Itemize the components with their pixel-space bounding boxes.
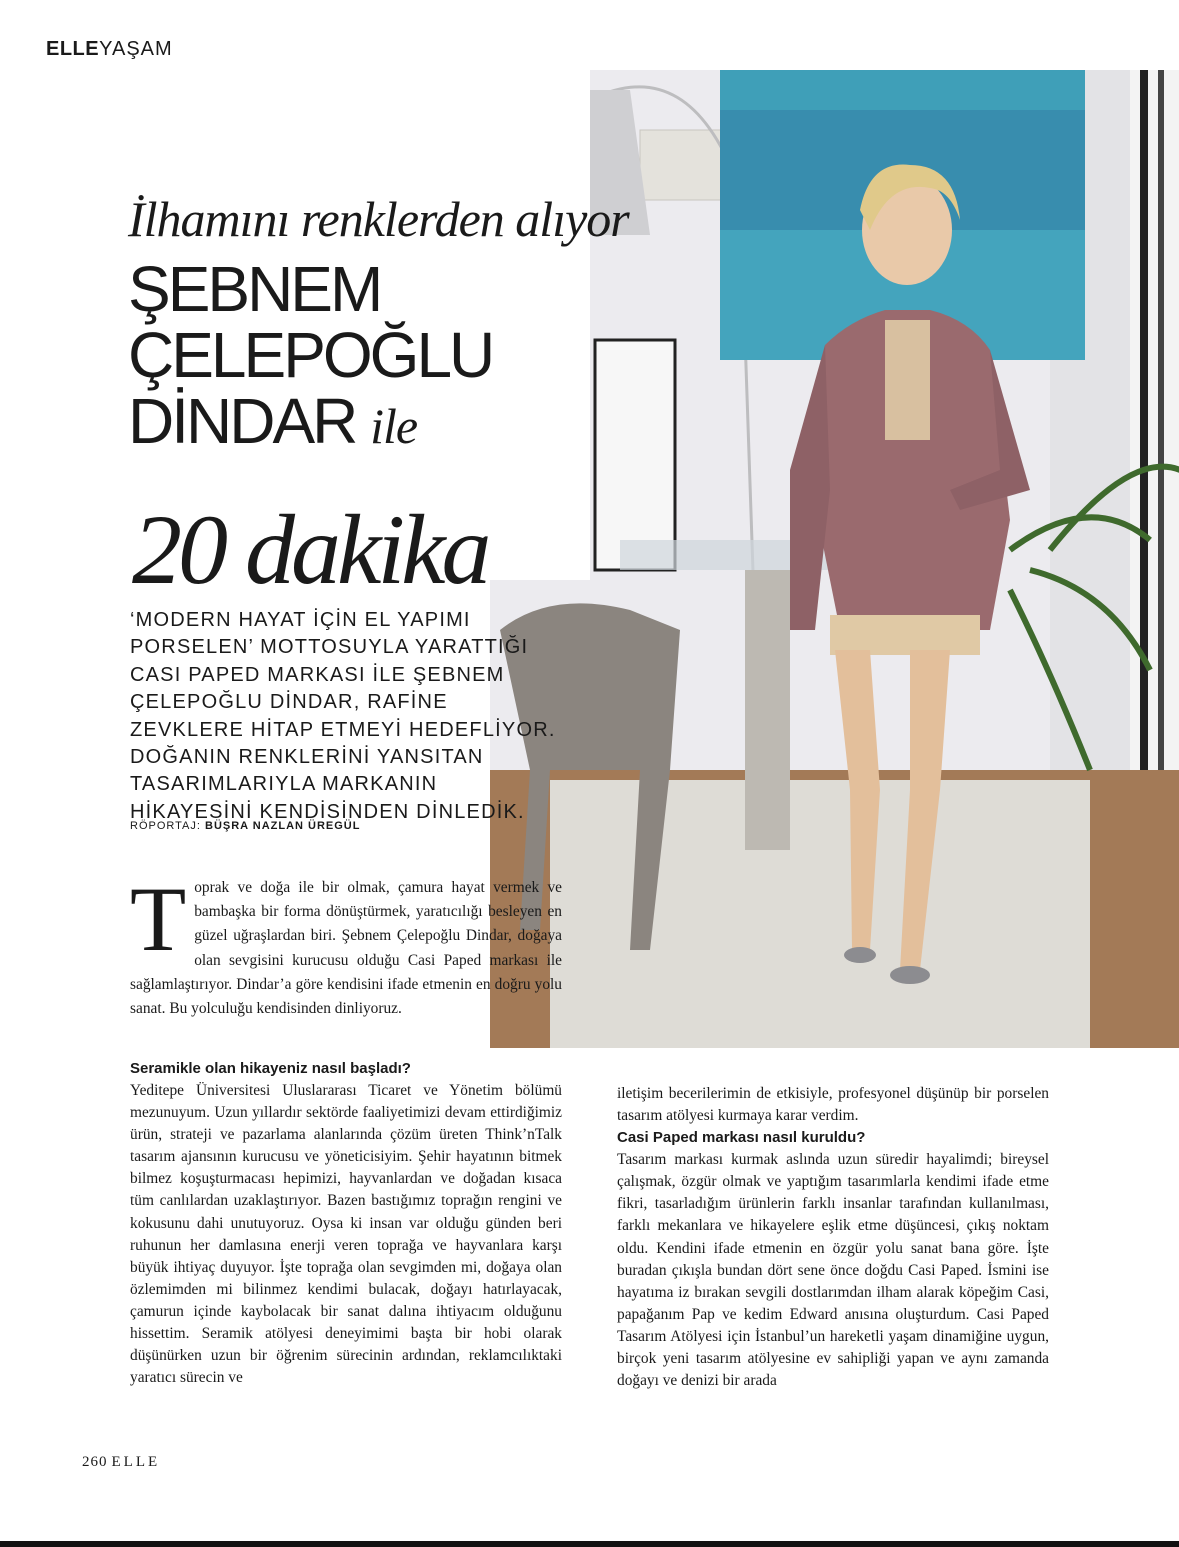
name-line-2: ÇELEPOĞLU — [128, 319, 493, 391]
shorts — [830, 615, 980, 655]
top — [885, 320, 930, 440]
table-leg — [745, 570, 790, 850]
lead-paragraph: ‘MODERN HAYAT İÇİN EL YAPIMI PORSELEN’ MOTTOSUYLA YARATTIĞI CASI PAPED MARKASI İLE ŞEBNEM ÇELEPOĞLU DİNDAR, RAFİNE ZEVKLERE HİTAP ETMEYİ HEDEFLİYOR. DOĞANIN RENKLERİNİ YANSITAN TASARIMLARIYLA MARKANIN HİKAYESİNİ KENDİSİNDEN DİNLEDİK. — [130, 609, 556, 823]
article-column-2 — [617, 1083, 1049, 1392]
intro-paragraph — [130, 868, 562, 1021]
headline-ile: ile — [370, 398, 418, 454]
byline-author: BÜŞRA NAZLAN ÜREGÜL — [205, 820, 361, 832]
article-column-1 — [130, 1058, 562, 1389]
answer-1: Yeditepe Üniversitesi Uluslararası Ticaret ve Yönetim bölümü mezunuyum. Uzun yıllardır sektörde faaliyetimizi devam ettirdiğimiz ürün, strateji ve pazarlama alanlarında çözüm üreten Think’nTalk tasarım ajansının kurucusu ve yöneticisiyim. Şehir hayatının bitmek bilmez koşuşturmacası hepimizi, hayvanlardan ve doğadan kısaca tüm canlılardan uzaklaştırıyor. Bazen bastığımız toprağın rengini ve kokusunu dahi unutuyoruz. Oysa ki insan var olduğu günden beri ruhunun her damlasına enerji veren toprağa ve hayvanlara karşı büyük ihtiyaç duyuyor. İşte toprağa olan sevgimden mi, doğaya olan özlemimden mi bilinmez kendimi bulacak, doğayı hatırlayacak, çamurun içinde kaybolacak bir sanat dalına ihtiyacım olduğunu hissettim. Seramik atölyesi deneyimimi başta bir hobi olarak düşünürken uzun bir öğrenim sürecinin ardından, reklamcılıktaki yaratıcı sürecin ve — [130, 1082, 562, 1387]
answer-1-continuation: iletişim becerilerimin de etkisiyle, profesyonel düşünüp bir porselen tasarım atölyesi kurmaya karar verdim. — [617, 1085, 1049, 1125]
byline — [130, 820, 360, 832]
page-footer — [82, 1454, 160, 1471]
headline-kicker: İlhamını renklerden alıyor — [128, 191, 629, 247]
name-line-3 — [128, 385, 492, 459]
page-number: 260 — [82, 1454, 108, 1470]
air-conditioner — [640, 130, 725, 200]
intro-text: oprak ve doğa ile bir olmak, çamura hayat vermek ve bambaşka bir forma dönüştürmek, yaratıcılığı besleyen en güzel uğraşlardan biri. Şebnem Çelepoğlu Dindar, doğaya olan sevgisini kurucusu olduğu Casi Paped markası ile sağlamlaştırıyor. Dindar’a göre kendisini ifade etmenin en doğru yolu sanat. Bu yolculuğu kendisinden dinliyoruz. — [130, 879, 562, 1018]
headline-duration: 20 dakika — [132, 494, 488, 605]
question-1: Seramikle olan hikayeniz nasıl başladı? — [130, 1060, 411, 1077]
section-header — [46, 38, 173, 61]
header-section: YAŞAM — [99, 38, 173, 60]
right-shoe — [890, 966, 930, 984]
name-line-3-text: DİNDAR — [128, 385, 356, 457]
headline-name — [128, 253, 493, 459]
photo-notch — [490, 70, 590, 580]
header-brand: ELLE — [46, 38, 100, 60]
name-line-1: ŞEBNEM — [128, 253, 381, 325]
drop-cap: T — [130, 868, 187, 970]
dotted-artwork — [595, 340, 675, 570]
answer-2: Tasarım markası kurmak aslında uzun süredir hayalimdi; bireysel çalışmak, özgür olmak ve yaptığım tasarımlarla kendimi ifade etme fikri, tasarladığım ürünlerin farklı insanlar tarafından kullanılması, farklı mekanlara ve hikayelere eşlik etme düşüncesi, çıkış noktam oldu. Kendini ifade etmenin en özgür yolu sanat bana göre. İşte buradan çıkışla bundan dört sene önce doğdu Casi Paped. İsmini ise hayatıma iz bırakan sevgili dostlarımdan ilham alarak köpeğim Casi, papağanım Pap ve kedim Edward anısına oluşturdum. Casi Paped Tasarım Atölyesi için İstanbul’un hareketli yaşam dinamiğine uygun, birçok yeni tasarım atölyesine ev sahipliği yapan ve aynı zamanda doğayı ve denizi bir arada — [617, 1151, 1049, 1390]
bottom-rule — [0, 1541, 1179, 1547]
byline-label: RÖPORTAJ: — [130, 820, 201, 832]
left-shoe — [844, 947, 876, 963]
rug — [550, 780, 1090, 1048]
footer-magazine: ELLE — [111, 1454, 161, 1470]
question-2: Casi Paped markası nasıl kuruldu? — [617, 1129, 866, 1147]
